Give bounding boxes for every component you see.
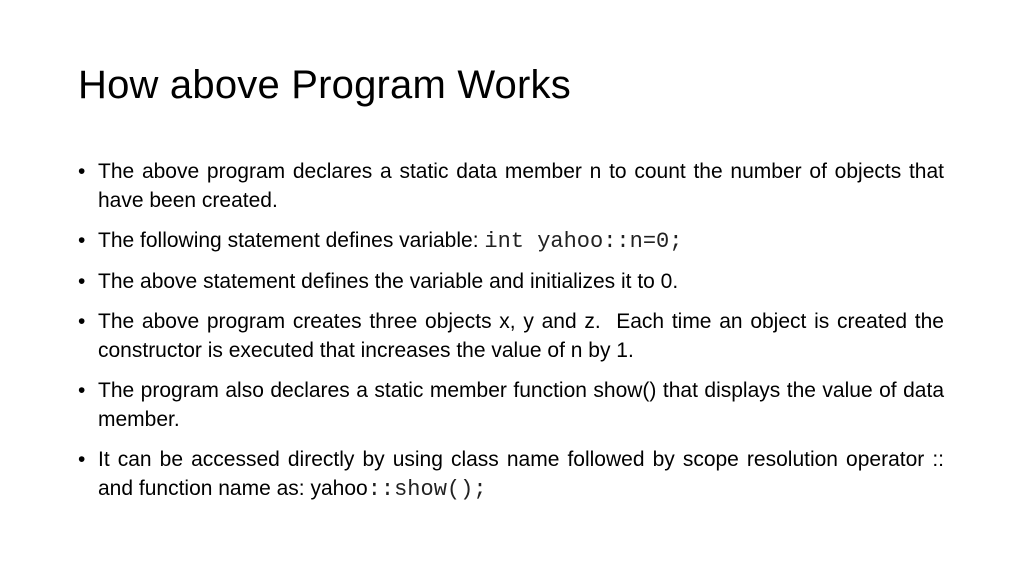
code-snippet: ::show(); bbox=[367, 477, 487, 502]
bullet-text: The above program creates three objects x, y and z. Each time an object is created the constructor is executed that increases the value of n by 1. bbox=[98, 310, 950, 362]
code-snippet: int yahoo::n=0; bbox=[484, 229, 683, 254]
slide-title: How above Program Works bbox=[78, 63, 571, 107]
bullet-dot: • bbox=[78, 448, 86, 471]
bullet-dot: • bbox=[78, 229, 86, 252]
bullet-dot: • bbox=[78, 160, 86, 183]
bullet-text: The above program declares a static data member n to count the number of objects that have been created. bbox=[98, 160, 944, 212]
bullet-text: The following statement defines variable: bbox=[98, 229, 485, 252]
bullet-item bbox=[78, 376, 944, 434]
bullet-dot: • bbox=[78, 379, 86, 402]
bullet-item bbox=[78, 267, 944, 296]
bullet-item bbox=[78, 445, 944, 504]
bullet-text: It can be accessed directly by using class name followed by scope resolution operator :: and function name as: yahoo bbox=[98, 448, 944, 500]
bullet-text: The above statement defines the variable and initializes it to 0. bbox=[98, 270, 679, 293]
bullet-dot: • bbox=[78, 270, 86, 293]
bullet-item bbox=[78, 226, 944, 256]
bullet-item bbox=[78, 307, 950, 365]
bullet-dot: • bbox=[78, 310, 86, 333]
bullet-text: The program also declares a static member function show() that displays the value of data member. bbox=[98, 379, 944, 431]
bullet-list bbox=[78, 157, 950, 515]
bullet-item bbox=[78, 157, 944, 215]
